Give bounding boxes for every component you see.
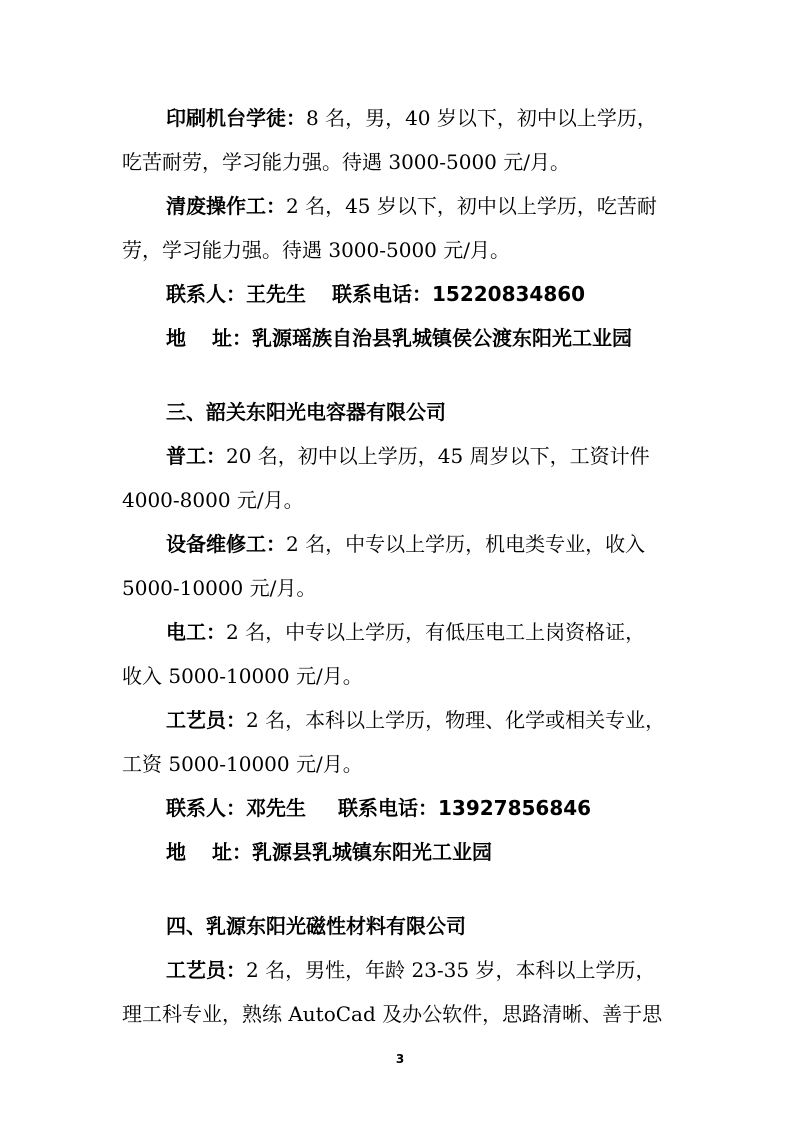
job-paragraph-general-worker: [166, 444, 650, 468]
section-heading: [166, 400, 446, 424]
job-detail: 20 名，初中以上学历，45 周岁以下，工资计件: [226, 444, 650, 468]
job-paragraph-line: [122, 150, 570, 174]
section-heading: [166, 914, 466, 938]
phone-number: 13927856846: [438, 796, 592, 820]
job-title: 清废操作工：: [166, 194, 286, 218]
address-value: 乳源县乳城镇东阳光工业园: [252, 840, 492, 864]
job-paragraph-line: [122, 752, 363, 776]
job-detail: 5000-10000 元/月。: [122, 576, 317, 600]
phone-label: 联系电话：: [332, 282, 432, 306]
job-detail: 2 名，男性，年龄 23-35 岁，本科以上学历，: [246, 958, 656, 982]
job-detail: 吃苦耐劳，学习能力强。待遇 3000-5000 元/月。: [122, 150, 571, 174]
address-label-2: 址：: [212, 326, 252, 350]
job-detail: 2 名，本科以上学历，物理、化学或相关专业，: [246, 708, 666, 732]
address-label-1: 地: [166, 840, 186, 864]
contact-line: [166, 282, 585, 306]
address-line: [166, 840, 492, 864]
job-paragraph-print-apprentice: [166, 106, 657, 130]
job-title: 工艺员：: [166, 958, 246, 982]
job-title: 工艺员：: [166, 708, 246, 732]
job-paragraph-process-engineer: [166, 958, 655, 982]
contact-name: 王先生: [246, 282, 306, 306]
address-value: 乳源瑶族自治县乳城镇侯公渡东阳光工业园: [252, 326, 632, 350]
address-label-1: 地: [166, 326, 186, 350]
job-title: 设备维修工：: [166, 532, 286, 556]
job-detail: 2 名，中专以上学历，有低压电工上岗资格证，: [226, 620, 646, 644]
job-detail: 8 名，男，40 岁以下，初中以上学历，: [306, 106, 657, 130]
job-detail: 理工科专业，熟练 AutoCad 及办公软件，思路清晰、善于思: [122, 1002, 663, 1026]
job-paragraph-waste-operator: [166, 194, 657, 218]
job-detail: 工资 5000-10000 元/月。: [122, 752, 363, 776]
section-heading-text: 四、乳源东阳光磁性材料有限公司: [166, 914, 466, 938]
contact-line: [166, 796, 591, 820]
phone-number: 15220834860: [432, 282, 586, 306]
contact-name: 邓先生: [246, 796, 306, 820]
job-paragraph-line: [122, 1002, 662, 1026]
job-paragraph-line: [122, 488, 304, 512]
job-detail: 4000-8000 元/月。: [122, 488, 304, 512]
job-detail: 2 名，45 岁以下，初中以上学历，吃苦耐: [286, 194, 657, 218]
job-paragraph-technician: [166, 708, 665, 732]
phone-label: 联系电话：: [338, 796, 438, 820]
job-paragraph-line: [122, 664, 363, 688]
contact-label: 联系人：: [166, 796, 246, 820]
job-paragraph-maintenance: [166, 532, 645, 556]
section-heading-text: 三、韶关东阳光电容器有限公司: [166, 400, 446, 424]
address-label-2: 址：: [212, 840, 252, 864]
job-detail: 2 名，中专以上学历，机电类专业，收入: [286, 532, 646, 556]
job-title: 普工：: [166, 444, 226, 468]
address-line: [166, 326, 632, 350]
job-detail: 劳，学习能力强。待遇 3000-5000 元/月。: [122, 238, 511, 262]
page-number: 3: [395, 1052, 405, 1066]
job-detail: 收入 5000-10000 元/月。: [122, 664, 363, 688]
job-paragraph-electrician: [166, 620, 645, 644]
job-title: 电工：: [166, 620, 226, 644]
job-title: 印刷机台学徒：: [166, 106, 306, 130]
job-paragraph-line: [122, 576, 316, 600]
contact-label: 联系人：: [166, 282, 246, 306]
job-paragraph-line: [122, 238, 510, 262]
